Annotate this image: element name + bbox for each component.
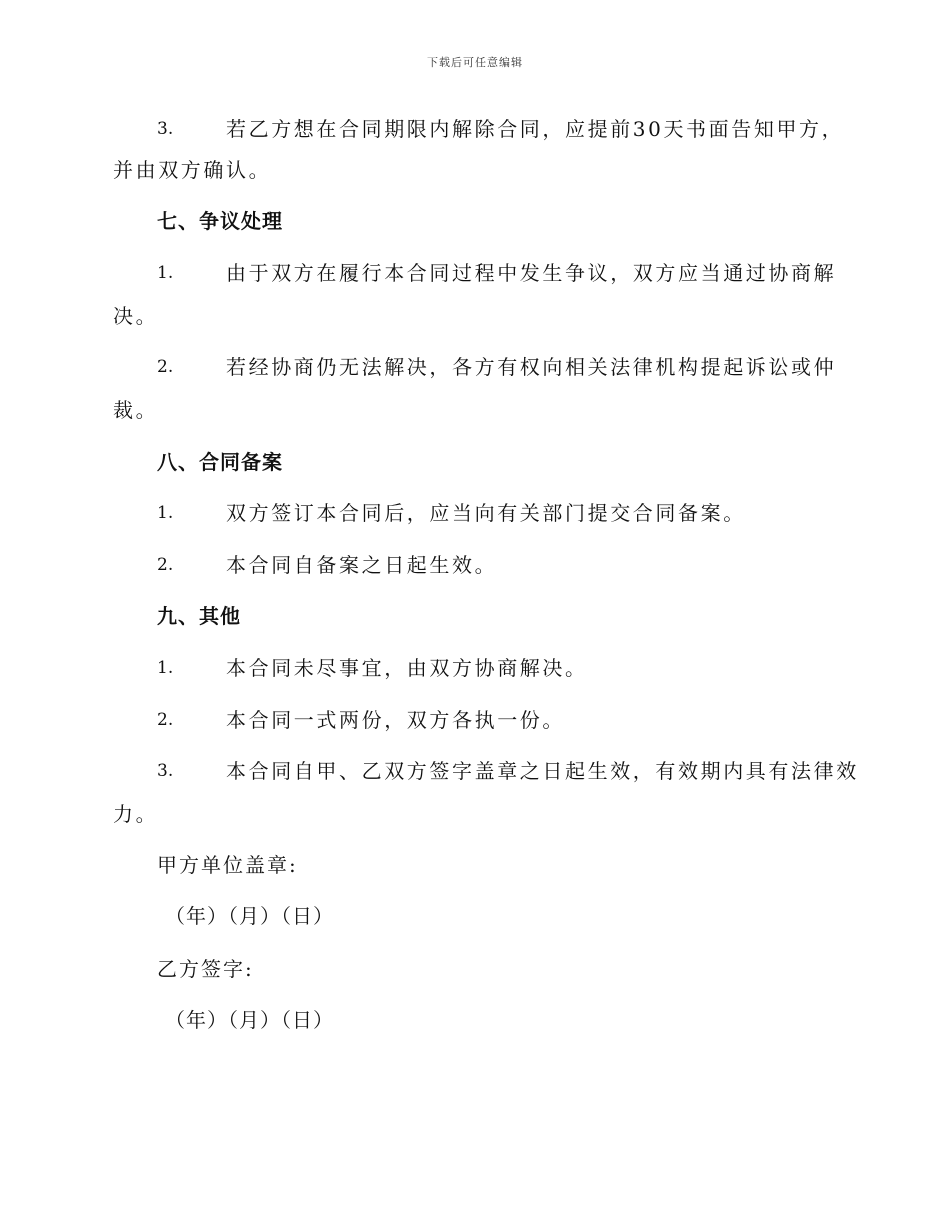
section-8-item-1-number: 1. <box>157 503 174 523</box>
clause-6-item-3-number: 3. <box>157 119 174 139</box>
section-9-item-3-number: 3. <box>157 761 174 781</box>
section-8-heading: 八、合同备案 <box>157 450 283 474</box>
section-9-item-3-text: 本合同自甲、乙双方签字盖章之日起生效，有效期内具有法律效 <box>226 759 859 783</box>
clause-6-item-3-text: 若乙方想在合同期限内解除合同，应提前30天书面告知甲方， <box>226 117 845 141</box>
party-b-signature-label: 乙方签字: <box>157 957 254 981</box>
party-b-date: （年）（月）（日） <box>165 1008 334 1032</box>
section-7-item-1-number: 1. <box>157 263 174 283</box>
section-9-item-2-text: 本合同一式两份，双方各执一份。 <box>226 708 565 732</box>
party-a-seal-label: 甲方单位盖章: <box>157 853 298 877</box>
section-7-item-2-continuation: 裁。 <box>113 398 159 422</box>
section-9-item-1-number: 1. <box>157 658 174 678</box>
section-8-item-2-number: 2. <box>157 555 174 575</box>
header-note: 下载后可任意编辑 <box>427 56 523 69</box>
section-7-item-1-continuation: 决。 <box>113 304 159 328</box>
section-7-item-2-number: 2. <box>157 357 174 377</box>
section-9-item-2-number: 2. <box>157 710 174 730</box>
section-8-item-1-text: 双方签订本合同后，应当向有关部门提交合同备案。 <box>226 501 746 525</box>
section-7-heading: 七、争议处理 <box>157 209 283 233</box>
section-9-item-1-text: 本合同未尽事宜，由双方协商解决。 <box>226 656 588 680</box>
clause-6-item-3-continuation: 并由双方确认。 <box>113 158 272 182</box>
party-a-date: （年）（月）（日） <box>165 904 334 928</box>
section-9-heading: 九、其他 <box>157 604 241 628</box>
section-8-item-2-text: 本合同自备案之日起生效。 <box>226 553 498 577</box>
section-7-item-1-text: 由于双方在履行本合同过程中发生争议，双方应当通过协商解 <box>226 261 837 285</box>
section-9-item-3-continuation: 力。 <box>113 802 159 826</box>
section-7-item-2-text: 若经协商仍无法解决，各方有权向相关法律机构提起诉讼或仲 <box>226 355 837 379</box>
